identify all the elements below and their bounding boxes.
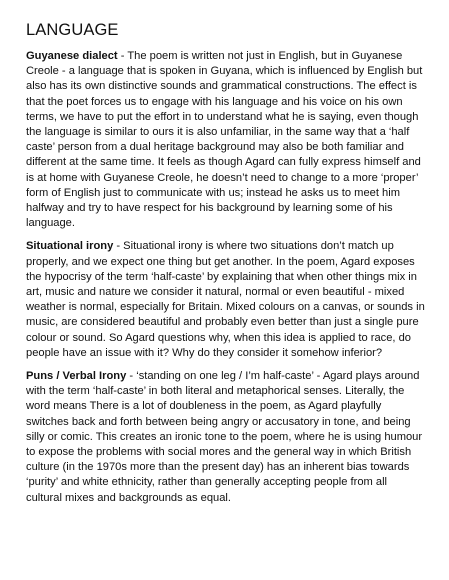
section-body: - Situational irony is where two situations don’t match up properly, and we expect one thing but get another. In the poem, Agard exposes the hypocrisy of the term ‘half-caste’ by explaining that when other things mix in art, music and nature we consider it natural, normal or even beautiful - mixed weather is normal, especially for Britain. Mixed colours on a canvas, or sounds in music, are considered beautiful and probably even better than just a single pure colour or sound. So Agard questions why, when this idea is applied to race, do people have an issue with it? Why do they consider it somehow inferior? — [26, 240, 425, 359]
section-puns-verbal-irony — [26, 369, 426, 506]
page-title: LANGUAGE — [26, 21, 119, 39]
section-situational-irony — [26, 239, 426, 361]
document-page — [26, 20, 426, 514]
section-lead: Guyanese dialect — [26, 50, 118, 62]
section-body: - The poem is written not just in English, but in Guyanese Creole - a language that is spoken in Guyana, which is influenced by English but also has its own distinctive sounds and grammatical constructions. The effect is that the poet forces us to engage with his language and his voice on his own terms, we have to put the effort in to understand what he is saying, even though the language is similar to ours it is also unfamiliar, in the same way that a ‘half caste’ person from a dual heritage background may also be both familiar and different at the same time. It feels as though Agard can fully express himself and is at home with Guyanese Creole, he doesn’t need to change to a more ‘proper’ form of English just to communicate with us; instead he asks us to meet him halfway and try to have respect for his background by learning some of his language. — [26, 50, 423, 230]
section-guyanese-dialect — [26, 49, 426, 231]
section-lead: Puns / Verbal Irony — [26, 370, 127, 383]
section-body: - ‘standing on one leg / I’m half-caste’ - Agard plays around with the term ‘half-caste’ in both literal and metaphorical senses. Literally, the word means There is a lot of doubleness in the poem, as Agard playfully switches back and forth between being angry or accusatory in tone, and being silly or comic. This creates an ironic tone to the poem, where he is using humour to expose the problems with social mores and the general way in which British culture (in the 1970s more than the present day) has an inherent bias towards ‘purity’ and white ethnicity, rather than generally accepting people from all cultural mixes and backgrounds as equal. — [26, 370, 423, 504]
section-lead: Situational irony — [26, 240, 114, 253]
